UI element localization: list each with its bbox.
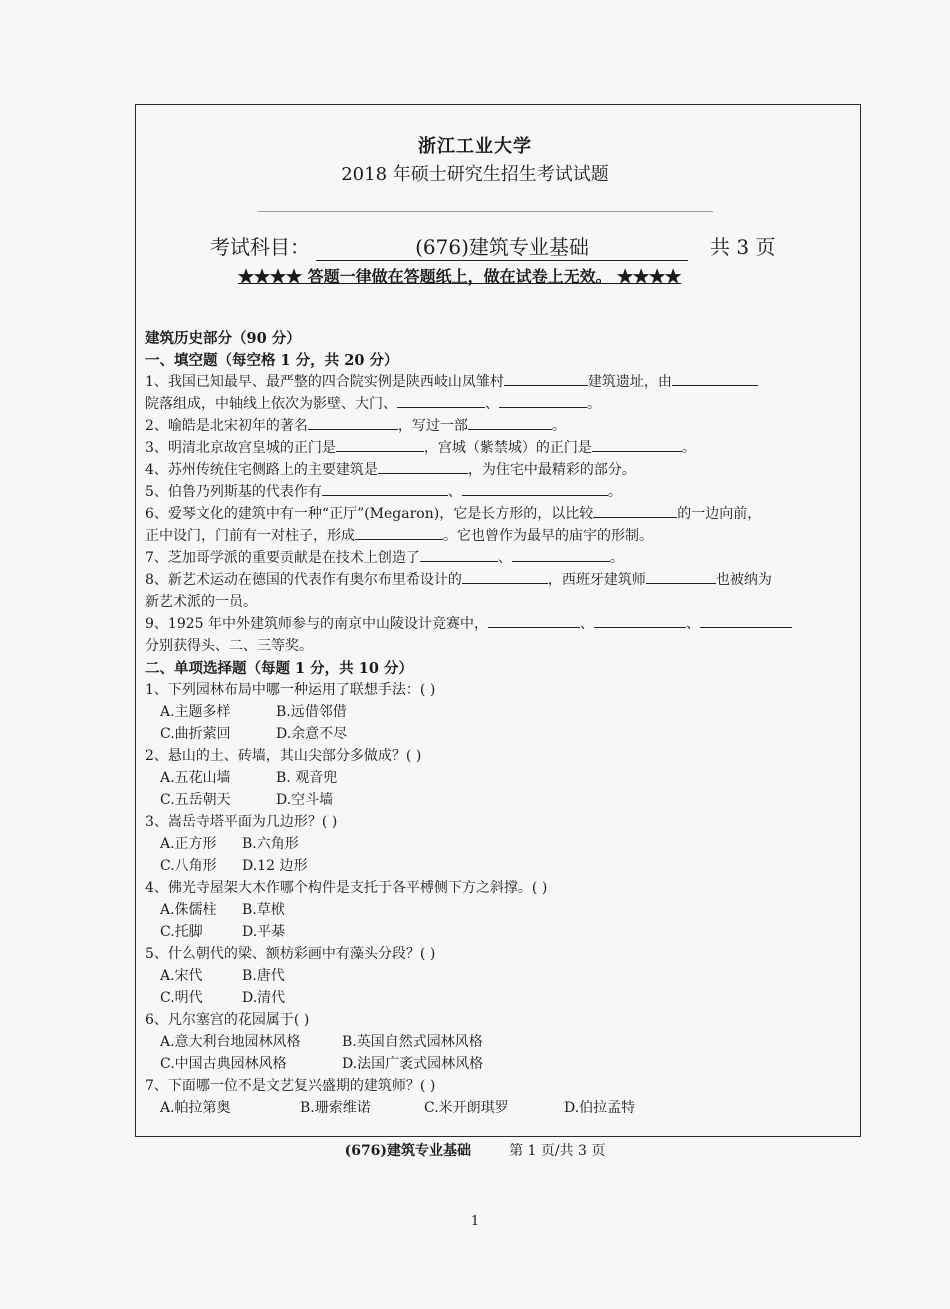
subject-label: 考试科目： [210, 235, 310, 259]
page-number: 1 [470, 1214, 480, 1229]
option-a: A.五花山墙 [160, 770, 231, 786]
option-c: C.托脚 [160, 924, 203, 940]
option-d: D.空斗墙 [276, 792, 334, 808]
fill-question-9-cont: 分别获得头、二、三等奖。 [145, 638, 313, 654]
fill-question-2: 2、喻皓是北宋初年的著名 ，写过一部 。 [145, 415, 566, 435]
answer-blank [336, 437, 424, 452]
university-name: 浙江工业大学 [418, 136, 532, 157]
option-a: A.侏儒柱 [160, 902, 217, 918]
answer-blank [488, 613, 580, 628]
answer-blank [700, 613, 792, 628]
option-d: D.伯拉孟特 [564, 1100, 636, 1116]
choice-question-3: 3、嵩岳寺塔平面为几边形？( ) [145, 814, 338, 830]
answer-blank [355, 525, 443, 540]
fill-question-6: 6、爱琴文化的建筑中有一种“正厅”(Megaron)，它是长方形的，以比较 的一边向前， [145, 503, 761, 523]
option-d: D.法国广袤式园林风格 [342, 1056, 484, 1072]
answer-blank [468, 415, 552, 430]
fill-question-8-cont: 新艺术派的一员。 [145, 594, 257, 610]
option-c: C.米开朗琪罗 [424, 1100, 509, 1116]
choice-question-6: 6、凡尔塞宫的花园属于( ) [145, 1012, 310, 1028]
answer-blank [308, 415, 398, 430]
option-b: B.草栿 [242, 902, 285, 918]
option-c: C.明代 [160, 990, 203, 1006]
answer-blank [420, 547, 498, 562]
fill-question-1: 1、我国已知最早、最严整的四合院实例是陕西岐山凤雏村 建筑遗址，由 [145, 371, 758, 391]
option-d: D.12 边形 [242, 858, 308, 874]
fill-question-6-cont: 正中设门，门前有一对柱子，形成 。它也曾作为最早的庙宇的形制。 [145, 525, 653, 545]
option-c: C.中国古典园林风格 [160, 1056, 287, 1072]
option-b: B.唐代 [242, 968, 285, 984]
answer-notice: ★★★★ 答题一律做在答题纸上，做在试卷上无效。 ★★★★ [238, 267, 682, 286]
option-d: D.清代 [242, 990, 286, 1006]
option-d: D.余意不尽 [276, 726, 348, 742]
choice-question-2: 2、悬山的土、砖墙，其山尖部分多做成？( ) [145, 748, 422, 764]
option-c: C.八角形 [160, 858, 217, 874]
footer-subject: (676)建筑专业基础 [344, 1143, 472, 1159]
option-a: A.帕拉第奥 [160, 1100, 231, 1116]
fill-question-7: 7、芝加哥学派的重要贡献是在技术上创造了 、 。 [145, 547, 624, 567]
answer-blank [322, 481, 448, 496]
fill-question-9: 9、1925 年中外建筑师参与的南京中山陵设计竞赛中， 、 、 [145, 613, 792, 633]
footer-page: 第 1 页/共 3 页 [509, 1143, 606, 1159]
fill-question-3: 3、明清北京故宫皇城的正门是 ，宫城（紫禁城）的正门是 。 [145, 437, 696, 457]
fill-section-title: 一、填空题（每空格 1 分，共 20 分） [145, 352, 399, 369]
answer-blank [594, 613, 686, 628]
option-c: C.五岳朝天 [160, 792, 231, 808]
exam-title: 2018 年硕士研究生招生考试试题 [341, 164, 609, 185]
answer-blank [512, 547, 610, 562]
option-a: A.主题多样 [160, 704, 231, 720]
option-a: A.宋代 [160, 968, 203, 984]
answer-blank [592, 437, 682, 452]
answer-blank [378, 459, 468, 474]
choice-section-title: 二、单项选择题（每题 1 分，共 10 分） [145, 660, 413, 677]
option-d: D.平棊 [242, 924, 286, 940]
fill-question-1-cont: 院落组成，中轴线上依次为影壁、大门、 、 。 [145, 393, 601, 413]
answer-blank [462, 481, 608, 496]
option-b: B.英国自然式园林风格 [342, 1034, 483, 1050]
answer-blank [593, 503, 677, 518]
choice-question-7: 7、下面哪一位不是文艺复兴盛期的建筑师？( ) [145, 1078, 436, 1094]
answer-blank [672, 371, 758, 386]
option-b: B.六角形 [242, 836, 299, 852]
answer-blank [397, 393, 485, 408]
option-a: A.意大利台地园林风格 [160, 1034, 301, 1050]
header-divider [258, 211, 713, 212]
option-a: A.正方形 [160, 836, 217, 852]
choice-question-4: 4、佛光寺屋架大木作哪个构件是支托于各平榑侧下方之斜撑。( ) [145, 880, 548, 896]
fill-question-4: 4、苏州传统住宅侧路上的主要建筑是 ，为住宅中最精彩的部分。 [145, 459, 636, 479]
subject-row [210, 231, 775, 261]
fill-question-5: 5、伯鲁乃列斯基的代表作有 、 。 [145, 481, 622, 501]
option-b: B.远借邻借 [276, 704, 347, 720]
answer-blank [462, 569, 548, 584]
answer-blank [499, 393, 587, 408]
fill-question-8: 8、新艺术运动在德国的代表作有奥尔布里希设计的 ，西班牙建筑师 也被纳为 [145, 569, 772, 589]
part-heading: 建筑历史部分（90 分） [145, 330, 301, 347]
option-c: C.曲折萦回 [160, 726, 231, 742]
choice-question-1: 1、下列园林布局中哪一种运用了联想手法：( ) [145, 682, 436, 698]
subject-name: (676)建筑专业基础 [316, 231, 688, 261]
option-b: B. 观音兜 [276, 770, 338, 786]
choice-question-5: 5、什么朝代的梁、额枋彩画中有藻头分段？( ) [145, 946, 436, 962]
page-footer [0, 1140, 950, 1160]
total-pages: 共 3 页 [710, 235, 776, 259]
answer-blank [504, 371, 588, 386]
option-b: B.珊索维诺 [300, 1100, 371, 1116]
answer-blank [646, 569, 716, 584]
